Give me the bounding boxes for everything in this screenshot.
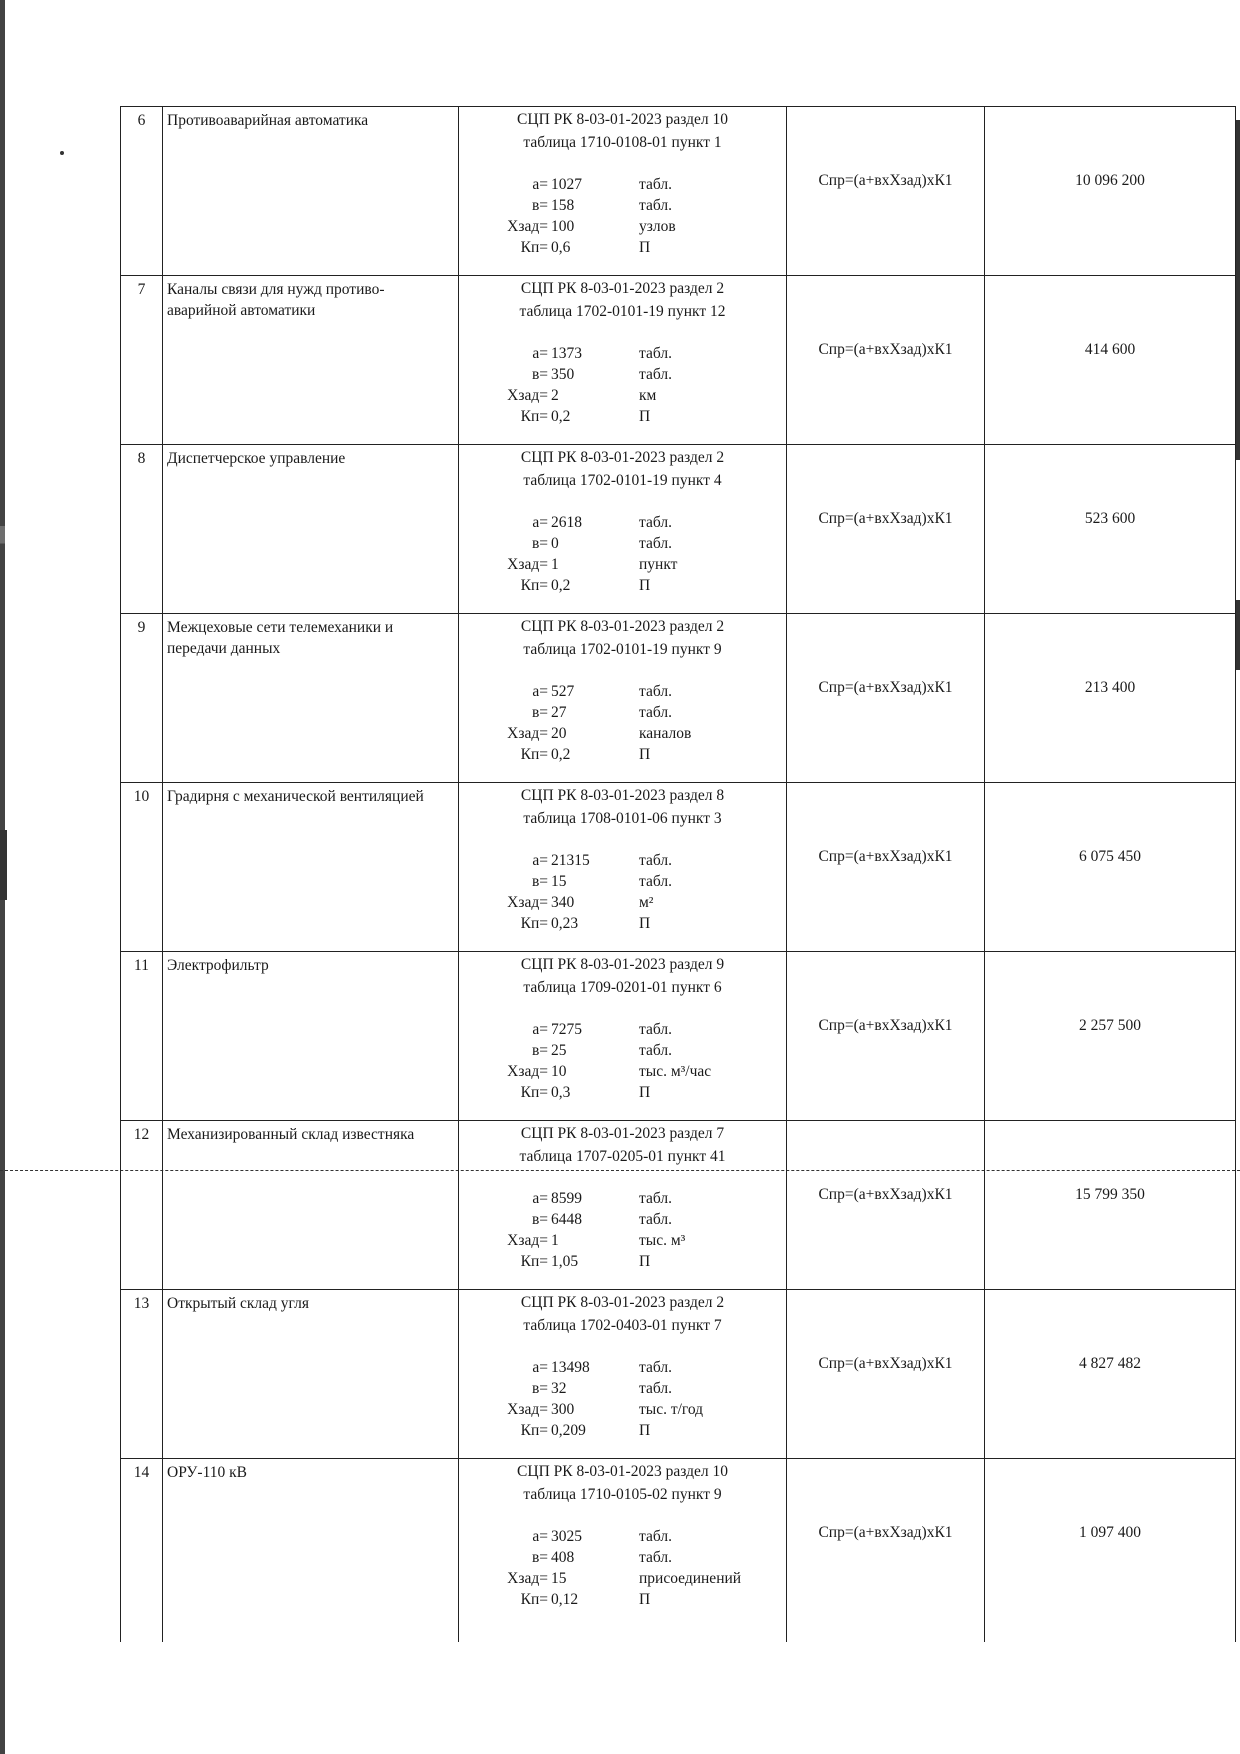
param-unit: табл. [639,1528,672,1545]
param-row [479,364,786,385]
reference-cell [459,1459,787,1643]
formula-cell [787,614,985,783]
param-value: 15 [551,873,567,890]
table-row [121,1459,1236,1643]
param-label: а= [532,1528,548,1545]
param-label: Хзад= [507,725,548,742]
param-label: а= [532,345,548,362]
cost-value: 414 600 [1084,341,1136,358]
param-row [479,174,786,195]
reference-line-1: СЦП РК 8-03-01-2023 раздел 10 [517,111,728,128]
reference-line-1: СЦП РК 8-03-01-2023 раздел 2 [520,280,725,297]
param-label: Хзад= [507,1570,548,1587]
item-name: Механизированный склад известняка [163,1121,459,1290]
param-label: Хзад= [507,894,548,911]
param-unit: узлов [639,218,676,235]
params-block [479,343,786,427]
cost-cell [985,1290,1236,1459]
reference-line-2: таблица 1710-0108-01 пункт 1 [523,134,722,151]
param-unit: м² [639,894,654,911]
reference-line-2: таблица 1709-0201-01 пункт 6 [523,979,722,996]
param-value: 3025 [551,1528,582,1545]
param-unit: тыс. т/год [639,1401,704,1418]
cost-value: 15 799 350 [1075,1186,1145,1203]
reference-line-1: СЦП РК 8-03-01-2023 раздел 2 [520,1294,725,1311]
param-label: Хзад= [507,1401,548,1418]
param-unit: П [639,408,651,425]
row-number: 6 [121,107,163,276]
param-label: Кп= [520,239,548,256]
param-unit: табл. [639,345,672,362]
param-row [479,723,786,744]
param-value: 0,2 [551,746,571,763]
param-unit: тыс. м³/час [639,1063,712,1080]
params-block [479,512,786,596]
row-number: 10 [121,783,163,952]
cost-cell [985,614,1236,783]
param-unit: П [639,1253,651,1270]
item-name: Противоаварийная автоматика [163,107,459,276]
cost-value: 213 400 [1084,679,1136,696]
formula-cell [787,1290,985,1459]
param-label: а= [532,1021,548,1038]
cost-cell [985,445,1236,614]
formula-text: Спр=(а+вхХзад)хК1 [818,341,953,358]
param-unit: табл. [639,1042,672,1059]
reference-cell [459,1290,787,1459]
cost-value: 10 096 200 [1075,172,1145,189]
param-value: 0,3 [551,1084,571,1101]
param-label: Кп= [520,1253,548,1270]
row-number: 11 [121,952,163,1121]
param-unit: П [639,915,651,932]
cost-value: 4 827 482 [1079,1355,1141,1372]
formula-text: Спр=(а+вхХзад)хК1 [818,1524,953,1541]
param-row [479,1357,786,1378]
cost-value: 1 097 400 [1079,1524,1141,1541]
param-value: 158 [551,197,575,214]
param-row [479,216,786,237]
param-unit: табл. [639,176,672,193]
formula-cell [787,1459,985,1643]
param-row [479,512,786,533]
reference-cell [459,614,787,783]
param-label: в= [531,366,548,383]
param-unit: табл. [639,1380,672,1397]
param-value: 300 [551,1401,575,1418]
formula-cell [787,783,985,952]
param-unit: табл. [639,1211,672,1228]
param-unit: каналов [639,725,692,742]
reference-cell [459,1121,787,1290]
formula-text: Спр=(а+вхХзад)хК1 [818,1355,953,1372]
param-value: 0,2 [551,577,571,594]
formula-cell [787,1121,985,1290]
table-row [121,1121,1236,1290]
param-label: а= [532,852,548,869]
param-unit: тыс. м³ [639,1232,686,1249]
formula-cell [787,952,985,1121]
param-label: Кп= [520,1591,548,1608]
reference-line-1: СЦП РК 8-03-01-2023 раздел 7 [520,1125,725,1142]
param-unit: табл. [639,683,672,700]
cost-cell [985,1459,1236,1643]
scan-mark-right [1236,120,1240,460]
param-row [479,195,786,216]
param-label: Хзад= [507,1063,548,1080]
param-unit: табл. [639,366,672,383]
param-row [479,533,786,554]
formula-text: Спр=(а+вхХзад)хК1 [818,679,953,696]
param-unit: П [639,239,651,256]
param-value: 0,12 [551,1591,579,1608]
param-value: 20 [551,725,567,742]
param-value: 32 [551,1380,567,1397]
estimate-table [120,106,1236,1642]
reference-cell [459,783,787,952]
param-row [479,343,786,364]
param-label: Кп= [520,1422,548,1439]
param-unit: пункт [639,556,678,573]
cost-value: 2 257 500 [1079,1017,1141,1034]
param-label: Кп= [520,577,548,594]
param-label: Хзад= [507,1232,548,1249]
param-row [479,913,786,934]
reference-line-1: СЦП РК 8-03-01-2023 раздел 2 [520,449,725,466]
params-block [479,681,786,765]
reference-line-2: таблица 1707-0205-01 пункт 41 [519,1148,726,1165]
param-row [479,892,786,913]
param-value: 1027 [551,176,582,193]
param-unit: табл. [639,1549,672,1566]
param-value: 13498 [551,1359,590,1376]
param-row [479,1209,786,1230]
param-row [479,1230,786,1251]
param-unit: табл. [639,514,672,531]
formula-text: Спр=(а+вхХзад)хК1 [818,848,953,865]
param-row [479,1188,786,1209]
param-row [479,850,786,871]
reference-cell [459,107,787,276]
param-row [479,575,786,596]
cost-cell [985,783,1236,952]
item-name: Градирня с механической вентиляцией [163,783,459,952]
param-value: 0,23 [551,915,579,932]
reference-line-2: таблица 1708-0101-06 пункт 3 [523,810,722,827]
param-value: 0,2 [551,408,571,425]
params-block [479,1188,786,1272]
param-unit: табл. [639,873,672,890]
param-row [479,871,786,892]
param-unit: присоединений [639,1570,742,1587]
formula-cell [787,276,985,445]
param-unit: табл. [639,197,672,214]
param-row [479,1420,786,1441]
param-value: 2618 [551,514,582,531]
param-value: 15 [551,1570,567,1587]
params-block [479,1526,786,1610]
row-number: 8 [121,445,163,614]
param-unit: П [639,1591,651,1608]
row-number: 14 [121,1459,163,1643]
item-name: Каналы связи для нужд противо-аварийной автоматики [163,276,459,445]
param-label: в= [531,1211,548,1228]
param-label: Кп= [520,408,548,425]
reference-line-2: таблица 1702-0101-19 пункт 12 [519,303,726,320]
reference-cell [459,952,787,1121]
param-row [479,237,786,258]
param-label: а= [532,176,548,193]
param-row [479,554,786,575]
reference-line-1: СЦП РК 8-03-01-2023 раздел 2 [520,618,725,635]
param-row [479,1547,786,1568]
table-row [121,952,1236,1121]
param-row [479,1082,786,1103]
table-row [121,783,1236,952]
table-row [121,1290,1236,1459]
param-value: 1 [551,556,559,573]
cost-value: 6 075 450 [1079,848,1141,865]
cost-cell [985,1121,1236,1290]
param-unit: П [639,1422,651,1439]
param-label: Хзад= [507,218,548,235]
params-block [479,174,786,258]
param-value: 7275 [551,1021,582,1038]
param-value: 0,209 [551,1422,586,1439]
param-label: в= [531,1042,548,1059]
param-value: 6448 [551,1211,582,1228]
param-row [479,406,786,427]
param-label: Хзад= [507,387,548,404]
param-unit: табл. [639,1190,672,1207]
table-row [121,614,1236,783]
param-value: 100 [551,218,575,235]
params-block [479,1357,786,1441]
param-label: Хзад= [507,556,548,573]
param-value: 1 [551,1232,559,1249]
row-number: 7 [121,276,163,445]
reference-line-2: таблица 1702-0403-01 пункт 7 [523,1317,722,1334]
table-row [121,107,1236,276]
item-name: Электрофильтр [163,952,459,1121]
param-unit: табл. [639,1359,672,1376]
param-label: а= [532,514,548,531]
param-value: 27 [551,704,567,721]
param-row [479,1251,786,1272]
reference-line-2: таблица 1702-0101-19 пункт 4 [523,472,722,489]
param-value: 0 [551,535,559,552]
scan-dot [60,151,64,155]
param-label: в= [531,197,548,214]
param-unit: табл. [639,704,672,721]
param-unit: П [639,577,651,594]
scan-mark-right [1236,600,1240,670]
param-value: 8599 [551,1190,582,1207]
reference-line-1: СЦП РК 8-03-01-2023 раздел 10 [517,1463,728,1480]
reference-line-2: таблица 1702-0101-19 пункт 9 [523,641,722,658]
param-label: а= [532,683,548,700]
param-row [479,1040,786,1061]
formula-cell [787,107,985,276]
cost-cell [985,276,1236,445]
param-unit: табл. [639,535,672,552]
reference-line-1: СЦП РК 8-03-01-2023 раздел 8 [520,787,725,804]
param-row [479,1526,786,1547]
param-row [479,1399,786,1420]
reference-line-2: таблица 1710-0105-02 пункт 9 [523,1486,722,1503]
reference-line-1: СЦП РК 8-03-01-2023 раздел 9 [520,956,725,973]
param-label: в= [531,873,548,890]
param-label: в= [531,1380,548,1397]
item-name: Открытый склад угля [163,1290,459,1459]
param-row [479,1589,786,1610]
formula-text: Спр=(а+вхХзад)хК1 [818,172,953,189]
param-row [479,744,786,765]
cost-cell [985,952,1236,1121]
param-value: 1,05 [551,1253,579,1270]
param-row [479,702,786,723]
param-value: 21315 [551,852,590,869]
reference-cell [459,445,787,614]
param-label: в= [531,704,548,721]
table-body [121,107,1236,1643]
cost-value: 523 600 [1084,510,1136,527]
formula-text: Спр=(а+вхХзад)хК1 [818,1017,953,1034]
param-value: 350 [551,366,575,383]
row-number: 12 [121,1121,163,1290]
param-row [479,681,786,702]
param-row [479,1568,786,1589]
item-name: ОРУ-110 кВ [163,1459,459,1643]
param-value: 25 [551,1042,567,1059]
param-value: 2 [551,387,559,404]
param-row [479,1378,786,1399]
param-value: 527 [551,683,575,700]
param-unit: П [639,746,651,763]
param-unit: км [639,387,657,404]
param-label: в= [531,535,548,552]
params-block [479,1019,786,1103]
param-value: 0,6 [551,239,571,256]
param-unit: П [639,1084,651,1101]
param-label: Кп= [520,1084,548,1101]
formula-cell [787,445,985,614]
formula-text: Спр=(а+вхХзад)хК1 [818,1186,953,1203]
params-block [479,850,786,934]
table-row [121,445,1236,614]
param-label: Кп= [520,915,548,932]
param-unit: табл. [639,852,672,869]
param-label: Кп= [520,746,548,763]
param-label: а= [532,1359,548,1376]
table-row [121,276,1236,445]
param-value: 1373 [551,345,582,362]
scan-mark-left [0,830,7,900]
param-value: 10 [551,1063,567,1080]
cost-cell [985,107,1236,276]
item-name: Межцеховые сети телемеханики и передачи данных [163,614,459,783]
param-row [479,1019,786,1040]
param-label: в= [531,1549,548,1566]
param-label: а= [532,1190,548,1207]
param-row [479,385,786,406]
row-number: 13 [121,1290,163,1459]
reference-cell [459,276,787,445]
row-number: 9 [121,614,163,783]
item-name: Диспетчерское управление [163,445,459,614]
param-row [479,1061,786,1082]
param-value: 408 [551,1549,575,1566]
param-value: 340 [551,894,575,911]
formula-text: Спр=(а+вхХзад)хК1 [818,510,953,527]
param-unit: табл. [639,1021,672,1038]
